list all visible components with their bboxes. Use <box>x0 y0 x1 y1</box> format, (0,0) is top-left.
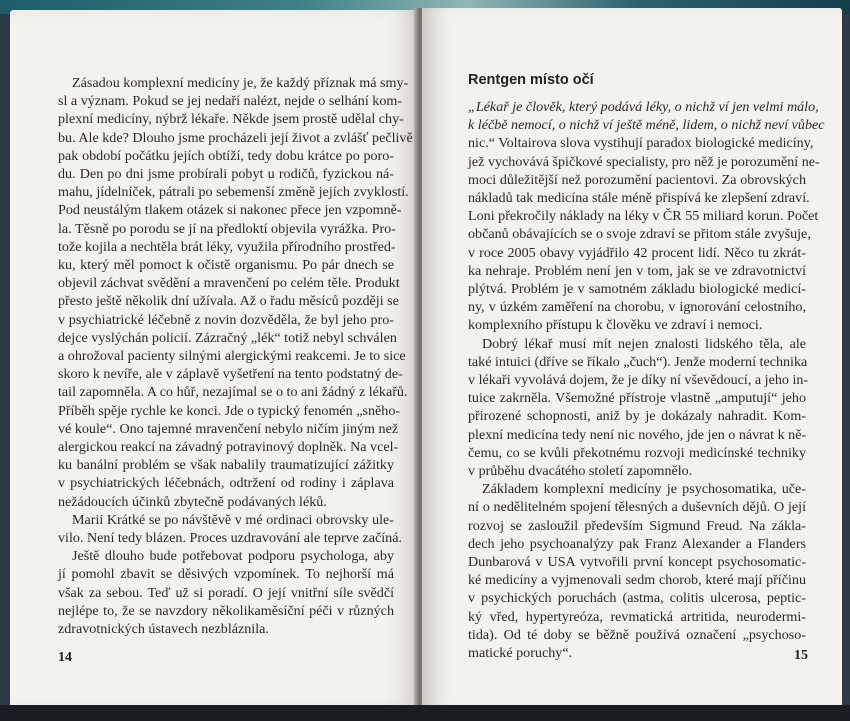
text-line: jí pomohl zbavit se děsivých vzpomínek. To nejhorší má <box>58 566 394 583</box>
page-number-right: 15 <box>794 648 808 663</box>
text-line: vé koule“. Ono tajemné mravenčení nebylo ničím jiným než <box>58 420 399 437</box>
text-line: přirozené schopnosti, aniž by je dokázaly nahradit. Kom- <box>468 408 806 425</box>
text-line: ku banální problém se však nabalily traumatizující zážitky <box>58 457 394 474</box>
text-line: pak období počátku jejích obtíží, tedy dobu krátce po poro- <box>58 147 394 164</box>
text-line: du. Den po dni jsme probírali pobyt u rodičů, fyzickou ná- <box>58 166 394 183</box>
text-line: mahu, jídelníček, pátrali po sebemenší změně jejích zvyklostí. <box>58 184 409 201</box>
text-line: skoro k nevíře, ale v záplavě vyšetření na tento podstatný de- <box>58 366 403 383</box>
text-line: ký vřed, hypertyreóza, revmatická artritida, neurodermi- <box>468 608 806 625</box>
text-line: komplexního přístupu k člověku ve zdraví i nemoci. <box>468 317 763 334</box>
text-line: plýtvá. Problém je v samotném základu biologické medicí- <box>468 281 806 298</box>
text-line: čemu, co se kvůli překotnému rozvoji medicínské techniky <box>468 444 806 461</box>
text-line: dejce vyslýchán policií. Zázračný „lék“ totiž nebyl schválen <box>58 329 397 346</box>
text-line: Dunbarová v USA vytvořili první koncept psychosomatic- <box>468 554 806 571</box>
text-line: dech jeho psychoanalýzy pak Franz Alexander a Flanders <box>468 535 806 552</box>
text-line: tuice zakrněla. Všemožné přístroje vlastně „amputují“ jeho <box>468 390 806 407</box>
text-line: Marii Krátké se po návštěvě v mé ordinaci obrovsky ule- <box>72 511 394 528</box>
text-line: přesto ještě několik dní užívala. Až o řadu měsíců později se <box>58 293 399 310</box>
text-line: tail zapomněla. A co hůř, nezajímal se o to ani žádný z lékařů. <box>58 384 408 401</box>
text-line: vilo. Není tedy blázen. Proces uzdravování ale teprve začíná. <box>58 530 402 547</box>
text-line: v lékaři vyvolává dojem, že je díky ní vševědoucí, a jeho in- <box>468 372 809 389</box>
text-line: ny, v úzkém zaměření na chorobu, v ignorování celostního, <box>468 299 806 316</box>
text-line: v psychiatrické léčebně z novin dozvěděla, že byl jeho pro- <box>58 311 394 328</box>
section-heading: Rentgen místo očí <box>468 72 594 88</box>
text-line: plexní medicína tedy není nic nového, jde jen o návrat k ně- <box>468 426 807 443</box>
text-line: Dobrý lékař musí mít nejen znalosti lidského těla, ale <box>482 335 806 352</box>
left-page <box>10 10 420 708</box>
left-page-body <box>58 74 413 638</box>
text-line: zdravotnických ústavech nezbláznila. <box>58 621 269 638</box>
text-line: plexní medicíny, nýbrž lékaře. Někde jsem prostě udělal chy- <box>58 111 404 128</box>
text-line: nic.“ Voltairova slova vystihují paradox biologické medicíny, <box>468 135 814 152</box>
text-line: v psychických poruchách (astma, colitis ulcerosa, peptic- <box>468 590 806 607</box>
text-line: Pod neustálým tlakem otázek si nakonec přece jen vzpomně- <box>58 202 402 219</box>
text-line: Ještě dlouho bude potřebovat podporu psychologa, aby <box>72 548 394 565</box>
text-line: ka nehraje. Problém není jen v tom, jak se ve zdravotnictví <box>468 262 806 279</box>
text-line: Loni překročily náklady na léky v ČR 55 miliard korun. Počet <box>468 208 819 225</box>
text-line: nežádoucích účinků zbytečně podávaných léků. <box>58 493 327 510</box>
text-line: moci důležitější než porozumění pacientovi. Za obrovských <box>468 171 806 188</box>
text-line: jež vychovává špičkové specialisty, pro něž je porozumění ne- <box>468 153 820 170</box>
scanner-edge <box>0 705 850 721</box>
text-line: v průběhu dvacátého století zapomnělo. <box>468 463 693 480</box>
text-line: Příběh spěje rychle ke konci. Jde o typický fenomén „sněho- <box>58 402 401 419</box>
text-line: bu. Ale kde? Dlouho jsme procházeli její život a zvlášť pečlivě <box>58 129 413 146</box>
text-line: k léčbě nemocí, o nichž ví ještě méně, lidem, o nichž neví vůbec <box>468 117 825 134</box>
text-line: matické poruchy“. <box>468 645 573 662</box>
text-line: Základem komplexní medicíny je psychosomatika, uče- <box>482 481 806 498</box>
text-line: tože kojila a nechtěla brát léky, využila přírodního prostřed- <box>58 238 396 255</box>
text-line: v psychiatrických léčebnách, odtržení od rodiny i záplava <box>58 475 394 492</box>
text-line: sl a význam. Pokud se jej nedaří nalézt, nejde o selhání kom- <box>58 93 403 110</box>
text-line: nejlépe to, že se navzdory několikaměsíční péči v různých <box>58 602 394 619</box>
page-number-left: 14 <box>58 650 72 665</box>
text-line: občanů obávajících se o svoje zdraví se přitom stále zvyšuje, <box>468 226 811 243</box>
text-line: ní o nedělitelném spojení tělesných a duševních dějů. O její <box>468 499 806 516</box>
text-line: však za sebou. Teď už si poradí. O její vnitřní síle svědčí <box>58 584 394 601</box>
text-line: také intuici (dříve se říkalo „čuch“). Jenže moderní technika <box>468 353 808 370</box>
text-line: objevil záchvat svědění a mravenčení po celém těle. Produkt <box>58 275 400 292</box>
right-page-body <box>468 98 825 662</box>
text-line: tida). Od té doby se běžně používá označení „psychoso- <box>468 626 806 643</box>
text-line: ké medicíny a vyjmenovali sedm chorob, které mají příčinu <box>468 572 806 589</box>
text-line: ku, který měl pomoct k očistě organismu. Po pár dnech se <box>58 257 394 274</box>
right-page <box>422 8 842 710</box>
text-line: Zásadou komplexní medicíny je, že každý příznak má smy- <box>72 75 409 91</box>
text-line: rozvoj se zasloužil především Sigmund Freud. Na zákla- <box>468 517 806 534</box>
text-line: v roce 2005 obavy vyjádřilo 42 procent lidí. Něco tu zkrát- <box>468 244 806 261</box>
text-line: la. Těsně po porodu se jí na předloktí objevila vyrážka. Pro- <box>58 220 396 237</box>
text-line: a ohrožoval pacienty silnými alergickými reakcemi. Je to sice <box>58 348 406 365</box>
text-line: „Lékař je člověk, který podává léky, o nichž ví jen velmi málo, <box>468 99 819 115</box>
text-line: alergickou reakcí na závadný potravinový doplněk. Na vcel- <box>58 439 399 456</box>
text-line: nákladů tak medicína stále méně přispívá ke zlepšení zdraví. <box>468 190 810 207</box>
